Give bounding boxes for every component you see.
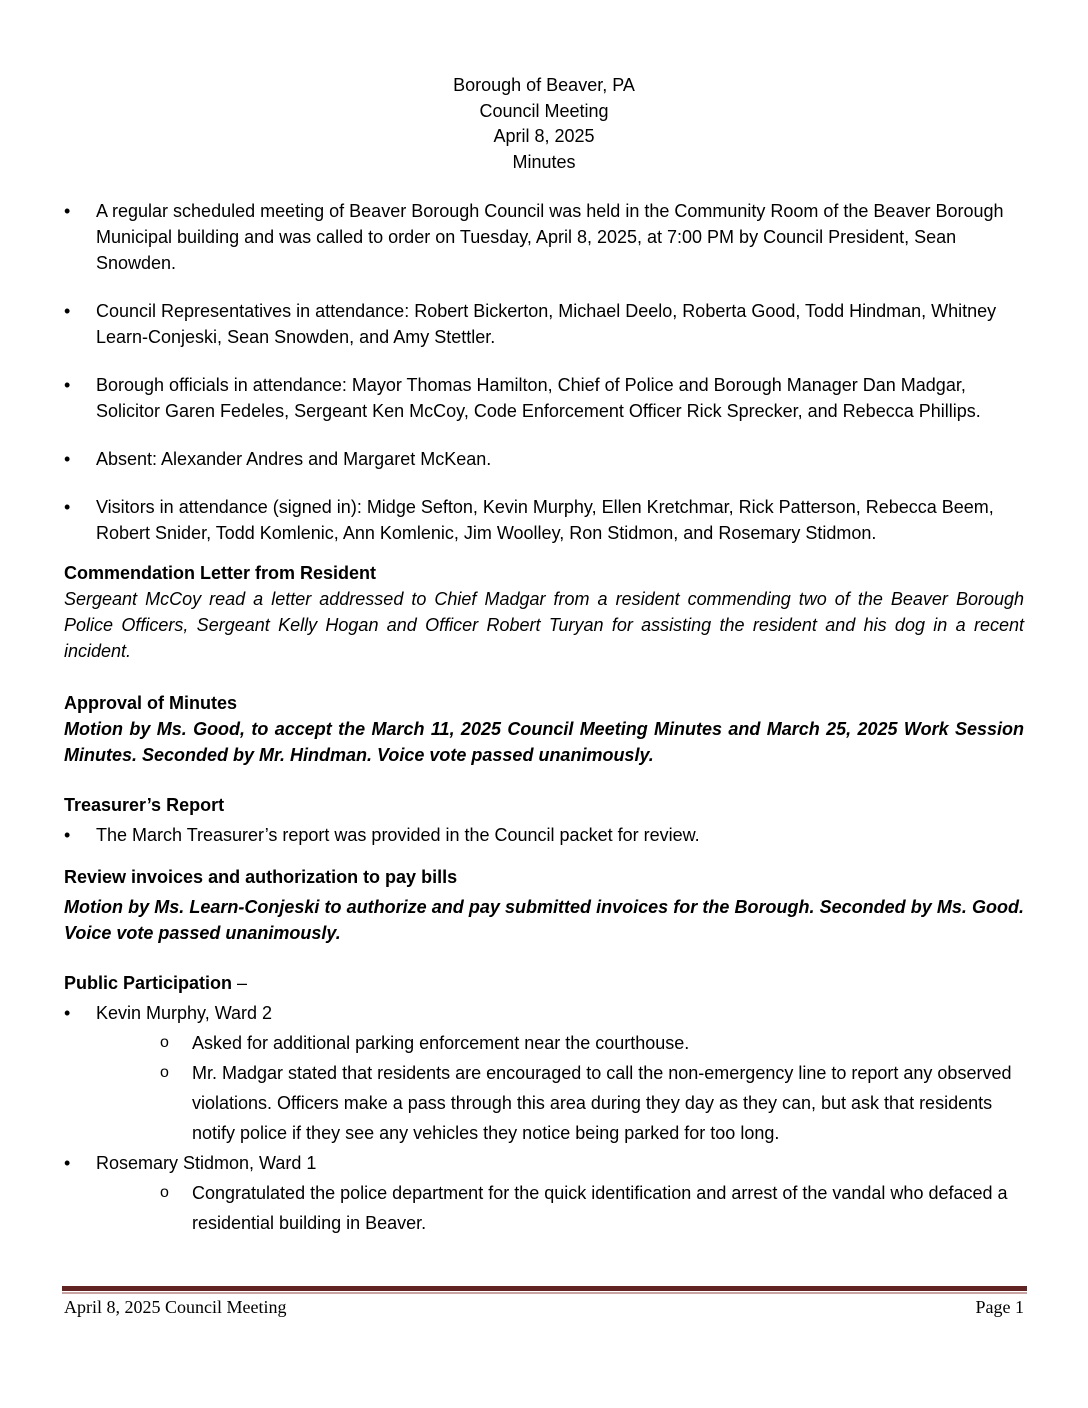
meeting-type: Council Meeting: [479, 100, 609, 121]
intro-bullet-officials-attendance: • Borough officials in attendance: Mayor Thomas Hamilton, Chief of Police and Borough Manager Dan Madgar, Solicitor Garen Fedeles, Sergeant Ken McCoy, Code Enforcement Officer Rick Sprecker, and Rebecca Phillips.: [64, 372, 1024, 424]
bullet-icon: •: [64, 825, 71, 845]
bullet-icon: •: [64, 449, 71, 469]
footer-divider: [62, 1286, 1027, 1294]
intro-bullet-call-to-order: • A regular scheduled meeting of Beaver Borough Council was held in the Community Room of the Beaver Borough Municipal building and was called to order on Tuesday, April 8, 2025, at 7:00 PM by Council President, Sean Snowden.: [64, 198, 1024, 276]
bullet-icon: •: [64, 1003, 71, 1023]
document-header: [0, 73, 1088, 175]
public-participation-heading: Public Participation –: [64, 973, 248, 993]
commendation-body: Sergeant McCoy read a letter addressed to Chief Madgar from a resident commending two of the Beaver Borough Police Officers, Sergeant Kelly Hogan and Officer Robert Turyan for assisting the resident and his dog in a recent incident.: [64, 589, 1024, 661]
bullet-icon: •: [64, 301, 71, 321]
circle-bullet-icon: o: [160, 1184, 169, 1201]
document-body: [64, 198, 1024, 1238]
document-title: Minutes: [512, 151, 576, 172]
speaker-comment: o Congratulated the police department for the quick identification and arrest of the vandal who defaced a residential building in Beaver.: [64, 1178, 1024, 1238]
borough-name: Borough of Beaver, PA: [453, 75, 635, 95]
speaker-rosemary-stidmon: • Rosemary Stidmon, Ward 1: [64, 1148, 1024, 1178]
approval-motion: Motion by Ms. Good, to accept the March 11, 2025 Council Meeting Minutes and March 25, 2025 Work Session Minutes. Seconded by Mr. Hindman. Voice vote passed unanimously.: [64, 719, 1024, 765]
speaker-comment: o Asked for additional parking enforcement near the courthouse.: [64, 1028, 1024, 1058]
invoices-motion: Motion by Ms. Learn-Conjeski to authorize and pay submitted invoices for the Borough. Seconded by Ms. Good. Voice vote passed unanimously.: [64, 897, 1024, 943]
intro-bullet-council-attendance: • Council Representatives in attendance: Robert Bickerton, Michael Deelo, Roberta Good, Todd Hindman, Whitney Learn-Conjeski, Sean Snowden, and Amy Stettler.: [64, 298, 1024, 350]
treasurer-bullet: • The March Treasurer’s report was provided in the Council packet for review.: [64, 822, 1024, 848]
footer-meeting-label: April 8, 2025 Council Meeting: [64, 1297, 287, 1317]
commendation-heading: Commendation Letter from Resident: [64, 563, 377, 583]
bullet-icon: •: [64, 497, 71, 517]
treasurer-heading: Treasurer’s Report: [64, 795, 225, 815]
approval-heading: Approval of Minutes: [64, 693, 238, 713]
intro-bullet-visitors: • Visitors in attendance (signed in): Midge Sefton, Kevin Murphy, Ellen Kretchmar, Rick Patterson, Rebecca Beem, Robert Snider, Todd Komlenic, Ann Komlenic, Jim Woolley, Ron Stidmon, and Rosemary Stidmon.: [64, 494, 1024, 546]
circle-bullet-icon: o: [160, 1034, 169, 1051]
speaker-kevin-murphy: • Kevin Murphy, Ward 2: [64, 998, 1024, 1028]
speaker-comment: o Mr. Madgar stated that residents are encouraged to call the non-emergency line to report any observed violations. Officers make a pass through this area during they day as they can, but ask that residents notify police if they see any vehicles they notice being parked for too long.: [64, 1058, 1024, 1148]
intro-bullet-absent: • Absent: Alexander Andres and Margaret McKean.: [64, 446, 1024, 472]
bullet-icon: •: [64, 1153, 71, 1173]
bullet-icon: •: [64, 375, 71, 395]
bullet-icon: •: [64, 201, 71, 221]
page-number: Page 1: [975, 1297, 1024, 1317]
invoices-heading: Review invoices and authorization to pay bills: [64, 867, 458, 887]
meeting-date: April 8, 2025: [493, 126, 595, 146]
circle-bullet-icon: o: [160, 1064, 169, 1081]
